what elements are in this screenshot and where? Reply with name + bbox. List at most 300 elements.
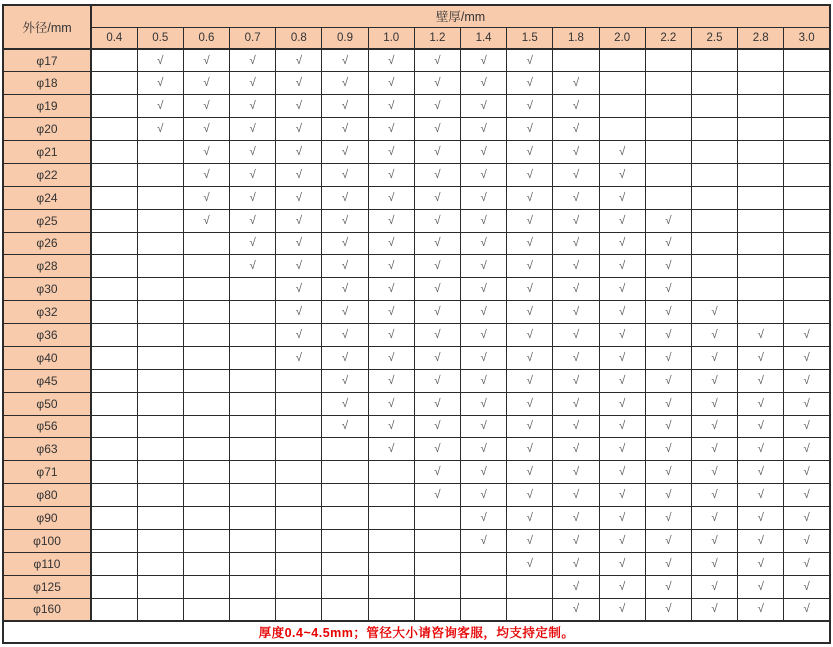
availability-check-cell: √ [276, 95, 322, 118]
availability-check-cell: √ [230, 232, 276, 255]
table-row [3, 301, 830, 324]
table-row [3, 346, 830, 369]
availability-empty-cell [738, 118, 784, 141]
availability-check-cell: √ [461, 95, 507, 118]
availability-check-cell: √ [368, 232, 414, 255]
availability-empty-cell [784, 118, 830, 141]
availability-check-cell: √ [645, 415, 691, 438]
availability-check-cell: √ [414, 255, 460, 278]
availability-empty-cell [183, 369, 229, 392]
availability-empty-cell [461, 552, 507, 575]
availability-check-cell: √ [461, 118, 507, 141]
availability-empty-cell [738, 141, 784, 164]
availability-empty-cell [414, 552, 460, 575]
availability-empty-cell [368, 575, 414, 598]
availability-empty-cell [276, 529, 322, 552]
availability-check-cell: √ [553, 369, 599, 392]
table-row [3, 484, 830, 507]
availability-check-cell: √ [414, 163, 460, 186]
table-row [3, 529, 830, 552]
availability-check-cell: √ [553, 575, 599, 598]
availability-empty-cell [784, 278, 830, 301]
availability-check-cell: √ [738, 575, 784, 598]
availability-check-cell: √ [414, 209, 460, 232]
availability-check-cell: √ [137, 49, 183, 72]
availability-empty-cell [230, 507, 276, 530]
availability-empty-cell [691, 232, 737, 255]
availability-check-cell: √ [461, 392, 507, 415]
availability-empty-cell [322, 598, 368, 621]
availability-check-cell: √ [738, 461, 784, 484]
availability-check-cell: √ [553, 415, 599, 438]
availability-empty-cell [691, 278, 737, 301]
diameter-label: φ110 [3, 552, 91, 575]
diameter-label: φ21 [3, 141, 91, 164]
availability-empty-cell [276, 598, 322, 621]
availability-empty-cell [183, 552, 229, 575]
availability-check-cell: √ [414, 438, 460, 461]
availability-check-cell: √ [507, 415, 553, 438]
availability-check-cell: √ [645, 438, 691, 461]
availability-check-cell: √ [368, 392, 414, 415]
availability-empty-cell [276, 552, 322, 575]
availability-empty-cell [507, 598, 553, 621]
availability-check-cell: √ [553, 255, 599, 278]
availability-empty-cell [91, 575, 137, 598]
availability-empty-cell [183, 575, 229, 598]
availability-check-cell: √ [414, 95, 460, 118]
availability-empty-cell [276, 369, 322, 392]
availability-check-cell: √ [553, 392, 599, 415]
availability-check-cell: √ [507, 118, 553, 141]
availability-check-cell: √ [599, 163, 645, 186]
availability-check-cell: √ [507, 346, 553, 369]
availability-empty-cell [276, 575, 322, 598]
thickness-col-header: 1.8 [553, 27, 599, 49]
availability-empty-cell [91, 209, 137, 232]
availability-check-cell: √ [645, 484, 691, 507]
availability-check-cell: √ [553, 186, 599, 209]
availability-check-cell: √ [322, 415, 368, 438]
availability-empty-cell [553, 49, 599, 72]
diameter-label: φ17 [3, 49, 91, 72]
diameter-label: φ40 [3, 346, 91, 369]
availability-check-cell: √ [322, 186, 368, 209]
availability-empty-cell [230, 324, 276, 347]
availability-check-cell: √ [461, 507, 507, 530]
availability-check-cell: √ [230, 72, 276, 95]
diameter-label: φ125 [3, 575, 91, 598]
availability-empty-cell [183, 438, 229, 461]
availability-check-cell: √ [738, 324, 784, 347]
availability-check-cell: √ [784, 507, 830, 530]
availability-empty-cell [91, 95, 137, 118]
availability-check-cell: √ [322, 324, 368, 347]
availability-check-cell: √ [645, 255, 691, 278]
availability-check-cell: √ [230, 186, 276, 209]
availability-check-cell: √ [599, 598, 645, 621]
availability-check-cell: √ [414, 118, 460, 141]
availability-check-cell: √ [553, 118, 599, 141]
table-row [3, 95, 830, 118]
diameter-label: φ160 [3, 598, 91, 621]
availability-empty-cell [645, 163, 691, 186]
diameter-label: φ24 [3, 186, 91, 209]
availability-check-cell: √ [599, 484, 645, 507]
availability-check-cell: √ [784, 438, 830, 461]
diameter-label: φ26 [3, 232, 91, 255]
thickness-col-header: 1.4 [461, 27, 507, 49]
availability-empty-cell [645, 118, 691, 141]
availability-check-cell: √ [507, 186, 553, 209]
thickness-col-header: 1.0 [368, 27, 414, 49]
availability-empty-cell [91, 278, 137, 301]
availability-check-cell: √ [507, 392, 553, 415]
table-row [3, 507, 830, 530]
availability-empty-cell [230, 392, 276, 415]
diameter-label: φ90 [3, 507, 91, 530]
availability-empty-cell [91, 552, 137, 575]
availability-check-cell: √ [461, 484, 507, 507]
availability-check-cell: √ [276, 163, 322, 186]
availability-check-cell: √ [461, 278, 507, 301]
availability-check-cell: √ [645, 324, 691, 347]
availability-check-cell: √ [368, 255, 414, 278]
availability-empty-cell [322, 529, 368, 552]
availability-empty-cell [91, 507, 137, 530]
availability-check-cell: √ [691, 529, 737, 552]
availability-empty-cell [507, 575, 553, 598]
availability-check-cell: √ [414, 72, 460, 95]
availability-check-cell: √ [137, 95, 183, 118]
thickness-col-header: 3.0 [784, 27, 830, 49]
availability-check-cell: √ [553, 461, 599, 484]
availability-check-cell: √ [368, 438, 414, 461]
availability-empty-cell [738, 255, 784, 278]
availability-empty-cell [322, 438, 368, 461]
availability-empty-cell [183, 301, 229, 324]
availability-empty-cell [691, 141, 737, 164]
availability-empty-cell [183, 392, 229, 415]
availability-check-cell: √ [183, 118, 229, 141]
availability-check-cell: √ [414, 301, 460, 324]
availability-empty-cell [183, 461, 229, 484]
availability-empty-cell [91, 163, 137, 186]
availability-check-cell: √ [183, 163, 229, 186]
availability-empty-cell [230, 301, 276, 324]
availability-check-cell: √ [183, 72, 229, 95]
table-row [3, 209, 830, 232]
availability-check-cell: √ [553, 507, 599, 530]
pipe-size-table [2, 4, 831, 644]
availability-empty-cell [414, 575, 460, 598]
availability-empty-cell [276, 415, 322, 438]
availability-check-cell: √ [599, 301, 645, 324]
availability-check-cell: √ [691, 301, 737, 324]
availability-check-cell: √ [691, 461, 737, 484]
availability-empty-cell [691, 95, 737, 118]
availability-empty-cell [183, 232, 229, 255]
availability-check-cell: √ [738, 484, 784, 507]
availability-check-cell: √ [507, 232, 553, 255]
availability-empty-cell [368, 484, 414, 507]
availability-empty-cell [137, 575, 183, 598]
availability-check-cell: √ [599, 186, 645, 209]
availability-empty-cell [183, 278, 229, 301]
thickness-col-header: 0.8 [276, 27, 322, 49]
availability-empty-cell [738, 232, 784, 255]
availability-check-cell: √ [599, 369, 645, 392]
availability-check-cell: √ [645, 209, 691, 232]
availability-empty-cell [137, 301, 183, 324]
diameter-label: φ36 [3, 324, 91, 347]
header-row-group [3, 5, 830, 27]
availability-empty-cell [691, 255, 737, 278]
availability-empty-cell [738, 163, 784, 186]
diameter-label: φ80 [3, 484, 91, 507]
availability-empty-cell [230, 461, 276, 484]
availability-check-cell: √ [507, 507, 553, 530]
availability-empty-cell [183, 346, 229, 369]
availability-check-cell: √ [368, 324, 414, 347]
availability-check-cell: √ [183, 186, 229, 209]
outer-diameter-header: 外径/mm [3, 5, 91, 49]
availability-check-cell: √ [507, 278, 553, 301]
availability-check-cell: √ [691, 346, 737, 369]
availability-check-cell: √ [414, 324, 460, 347]
availability-empty-cell [91, 598, 137, 621]
availability-check-cell: √ [414, 278, 460, 301]
availability-check-cell: √ [507, 72, 553, 95]
availability-check-cell: √ [784, 529, 830, 552]
availability-check-cell: √ [276, 232, 322, 255]
table-row [3, 324, 830, 347]
availability-empty-cell [91, 232, 137, 255]
availability-check-cell: √ [645, 301, 691, 324]
availability-check-cell: √ [507, 141, 553, 164]
availability-check-cell: √ [645, 529, 691, 552]
thickness-col-header: 0.9 [322, 27, 368, 49]
availability-empty-cell [183, 598, 229, 621]
diameter-label: φ20 [3, 118, 91, 141]
availability-check-cell: √ [599, 415, 645, 438]
availability-empty-cell [183, 324, 229, 347]
availability-check-cell: √ [784, 484, 830, 507]
availability-check-cell: √ [738, 552, 784, 575]
availability-empty-cell [91, 255, 137, 278]
availability-check-cell: √ [230, 95, 276, 118]
availability-empty-cell [183, 507, 229, 530]
availability-check-cell: √ [599, 575, 645, 598]
diameter-label: φ18 [3, 72, 91, 95]
availability-empty-cell [368, 507, 414, 530]
availability-check-cell: √ [738, 529, 784, 552]
thickness-col-header: 1.2 [414, 27, 460, 49]
availability-empty-cell [137, 186, 183, 209]
availability-check-cell: √ [276, 49, 322, 72]
thickness-col-header: 2.2 [645, 27, 691, 49]
availability-check-cell: √ [691, 438, 737, 461]
availability-empty-cell [230, 598, 276, 621]
availability-check-cell: √ [461, 369, 507, 392]
diameter-label: φ100 [3, 529, 91, 552]
table-row [3, 461, 830, 484]
table-row [3, 575, 830, 598]
thickness-col-header: 0.7 [230, 27, 276, 49]
availability-check-cell: √ [368, 118, 414, 141]
availability-check-cell: √ [645, 575, 691, 598]
availability-check-cell: √ [368, 369, 414, 392]
availability-empty-cell [91, 346, 137, 369]
availability-empty-cell [738, 278, 784, 301]
availability-check-cell: √ [368, 72, 414, 95]
availability-empty-cell [230, 484, 276, 507]
availability-empty-cell [91, 438, 137, 461]
availability-empty-cell [230, 438, 276, 461]
availability-empty-cell [91, 118, 137, 141]
availability-check-cell: √ [322, 392, 368, 415]
availability-check-cell: √ [461, 186, 507, 209]
availability-check-cell: √ [461, 255, 507, 278]
availability-check-cell: √ [137, 72, 183, 95]
diameter-label: φ28 [3, 255, 91, 278]
availability-empty-cell [645, 49, 691, 72]
availability-check-cell: √ [276, 209, 322, 232]
diameter-label: φ50 [3, 392, 91, 415]
availability-check-cell: √ [322, 232, 368, 255]
availability-empty-cell [137, 507, 183, 530]
availability-empty-cell [230, 415, 276, 438]
availability-empty-cell [183, 415, 229, 438]
availability-empty-cell [137, 163, 183, 186]
availability-check-cell: √ [599, 209, 645, 232]
availability-empty-cell [368, 461, 414, 484]
availability-empty-cell [137, 598, 183, 621]
availability-check-cell: √ [553, 346, 599, 369]
availability-check-cell: √ [322, 255, 368, 278]
availability-check-cell: √ [738, 438, 784, 461]
availability-empty-cell [599, 118, 645, 141]
availability-empty-cell [645, 95, 691, 118]
availability-check-cell: √ [507, 369, 553, 392]
availability-empty-cell [91, 529, 137, 552]
availability-empty-cell [276, 484, 322, 507]
thickness-col-header: 2.0 [599, 27, 645, 49]
availability-empty-cell [599, 95, 645, 118]
availability-check-cell: √ [507, 95, 553, 118]
availability-check-cell: √ [553, 324, 599, 347]
availability-check-cell: √ [553, 301, 599, 324]
availability-check-cell: √ [738, 415, 784, 438]
availability-empty-cell [230, 575, 276, 598]
availability-empty-cell [738, 49, 784, 72]
availability-check-cell: √ [599, 552, 645, 575]
availability-check-cell: √ [507, 301, 553, 324]
availability-empty-cell [91, 72, 137, 95]
availability-empty-cell [137, 141, 183, 164]
table-row [3, 552, 830, 575]
availability-check-cell: √ [645, 369, 691, 392]
availability-check-cell: √ [507, 529, 553, 552]
diameter-label: φ56 [3, 415, 91, 438]
availability-check-cell: √ [507, 552, 553, 575]
thickness-col-header: 0.6 [183, 27, 229, 49]
availability-empty-cell [230, 529, 276, 552]
availability-check-cell: √ [322, 95, 368, 118]
availability-check-cell: √ [461, 301, 507, 324]
availability-check-cell: √ [599, 141, 645, 164]
availability-check-cell: √ [230, 118, 276, 141]
availability-empty-cell [230, 278, 276, 301]
availability-check-cell: √ [183, 49, 229, 72]
availability-check-cell: √ [368, 186, 414, 209]
availability-empty-cell [784, 209, 830, 232]
availability-check-cell: √ [183, 209, 229, 232]
availability-empty-cell [599, 49, 645, 72]
availability-empty-cell [645, 141, 691, 164]
availability-check-cell: √ [414, 141, 460, 164]
availability-check-cell: √ [553, 232, 599, 255]
availability-check-cell: √ [276, 118, 322, 141]
availability-check-cell: √ [507, 255, 553, 278]
availability-check-cell: √ [368, 346, 414, 369]
availability-empty-cell [784, 163, 830, 186]
table-row [3, 163, 830, 186]
availability-check-cell: √ [738, 369, 784, 392]
availability-check-cell: √ [599, 324, 645, 347]
availability-check-cell: √ [507, 209, 553, 232]
availability-check-cell: √ [461, 141, 507, 164]
availability-empty-cell [784, 255, 830, 278]
table-row [3, 278, 830, 301]
availability-check-cell: √ [645, 461, 691, 484]
availability-check-cell: √ [691, 369, 737, 392]
availability-check-cell: √ [645, 278, 691, 301]
availability-empty-cell [137, 324, 183, 347]
table-row [3, 438, 830, 461]
availability-check-cell: √ [368, 49, 414, 72]
availability-check-cell: √ [507, 484, 553, 507]
availability-empty-cell [691, 209, 737, 232]
availability-check-cell: √ [599, 255, 645, 278]
availability-empty-cell [368, 529, 414, 552]
availability-empty-cell [276, 507, 322, 530]
table-row [3, 72, 830, 95]
availability-check-cell: √ [691, 575, 737, 598]
availability-check-cell: √ [137, 118, 183, 141]
availability-empty-cell [368, 552, 414, 575]
thickness-col-header: 2.8 [738, 27, 784, 49]
availability-check-cell: √ [322, 346, 368, 369]
availability-check-cell: √ [784, 552, 830, 575]
availability-empty-cell [137, 232, 183, 255]
availability-empty-cell [322, 552, 368, 575]
availability-check-cell: √ [414, 369, 460, 392]
availability-empty-cell [91, 392, 137, 415]
availability-check-cell: √ [276, 141, 322, 164]
availability-empty-cell [691, 118, 737, 141]
availability-check-cell: √ [322, 72, 368, 95]
availability-check-cell: √ [645, 232, 691, 255]
availability-check-cell: √ [553, 438, 599, 461]
availability-check-cell: √ [414, 415, 460, 438]
availability-check-cell: √ [230, 163, 276, 186]
availability-empty-cell [461, 598, 507, 621]
availability-empty-cell [91, 415, 137, 438]
availability-check-cell: √ [507, 438, 553, 461]
availability-check-cell: √ [230, 141, 276, 164]
availability-empty-cell [784, 49, 830, 72]
